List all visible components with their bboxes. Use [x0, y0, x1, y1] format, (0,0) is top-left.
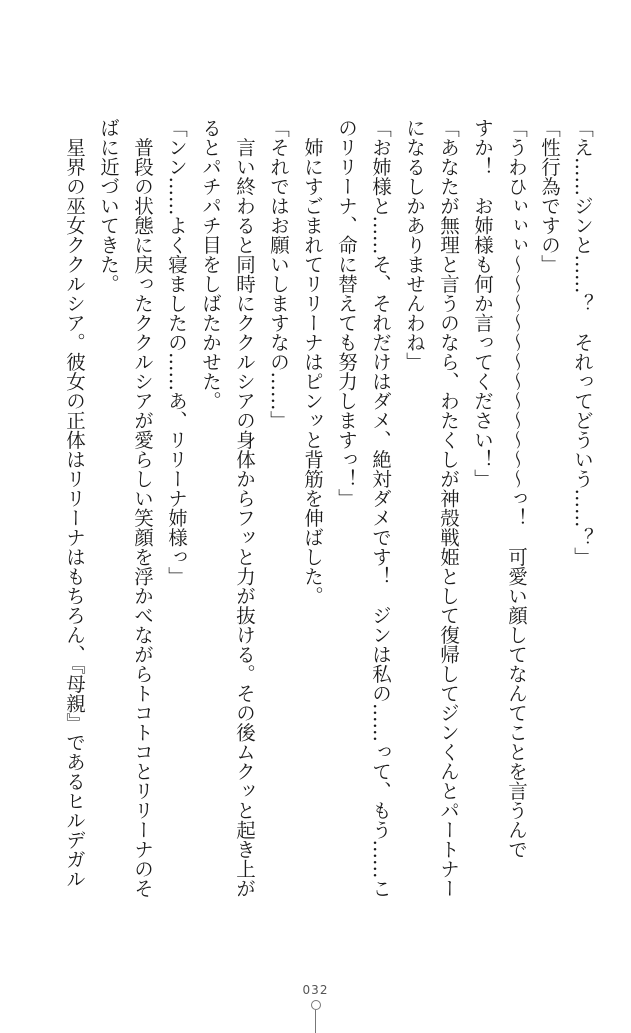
text-line: 星界の巫女ククルシア。彼女の正体はリリーナはもちろん、『母親』であるヒルデガル [63, 118, 86, 889]
text-line: のリリーナ、命に替えても努力しますっ！」 [335, 118, 358, 508]
page-marker-line [315, 1010, 316, 1033]
text-line: 「あなたが無理と言うのなら、わたくしが神殻戦姫として復帰してジンくんとパートナー [437, 118, 460, 898]
text-line: 「それではお願いしますなの……」 [267, 118, 290, 430]
page-number: 032 [302, 983, 329, 997]
text-line: ばに近づいてきた。 [97, 118, 120, 294]
text-line: 「お姉様と……そ、それだけはダメ、絶対ダメです！ ジンは私の……って、もう……こ [369, 118, 392, 898]
text-line: 普段の状態に戻ったククルシアが愛らしい笑顔を浮かべながらトコトコとリリーナのそ [131, 118, 154, 898]
text-line: 「うわひぃぃぃ〜〜〜〜〜〜〜〜〜〜〜〜っ！ 可愛い顔してなんてことを言うんで [505, 118, 528, 859]
text-line: 「え……ジンと……？ それってどういう……？」 [571, 118, 594, 567]
text-line: 「ンン……よく寝ましたの……あ、リリーナ姉様っ」 [165, 118, 188, 586]
text-line: 「性行為ですの」 [538, 118, 561, 274]
text-line: になるしかありませんわね」 [403, 118, 426, 372]
text-line: るとパチパチ目をしばたかせた。 [199, 118, 222, 411]
text-line: 姉にすごまれてリリーナはピンッと背筋を伸ばした。 [301, 118, 324, 606]
text-line: すか！ お姉様も何か言ってください！」 [471, 118, 494, 489]
text-line: 言い終わると同時にククルシアの身体からフッと力が抜ける。その後ムクッと起き上が [233, 118, 256, 898]
page-marker-dot [311, 1000, 321, 1010]
